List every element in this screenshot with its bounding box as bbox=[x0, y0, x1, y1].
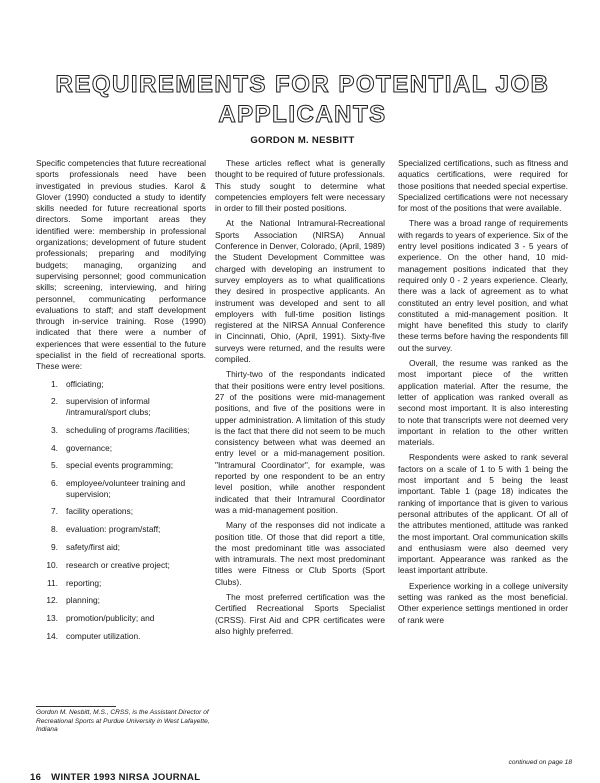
list-text: special events programming; bbox=[66, 460, 174, 471]
list-text: employee/volunteer training and supervision; bbox=[66, 478, 186, 499]
list-text: evaluation: program/staff; bbox=[66, 524, 161, 535]
list-text: reporting; bbox=[66, 577, 102, 588]
list-text: officiating; bbox=[66, 378, 104, 389]
list-text: supervision of informal /intramural/sport clubs; bbox=[66, 396, 151, 417]
article-title: REQUIREMENTS FOR POTENTIAL JOB APPLICANTS bbox=[55, 71, 550, 128]
list-number: 6. bbox=[51, 478, 58, 489]
list-number: 12. bbox=[46, 595, 58, 606]
list-item bbox=[36, 631, 206, 642]
list-text: computer utilization. bbox=[66, 631, 141, 641]
list-text: scheduling of programs /facilities; bbox=[66, 424, 190, 435]
list-number: 7. bbox=[51, 506, 58, 517]
list-number: 1. bbox=[51, 378, 58, 389]
list-item bbox=[36, 478, 206, 499]
body-paragraph: Many of the responses did not indicate a position title. Of those that did report a title, the most predominant title was associated with intramurals. The next most predominant titles were Fitness or Club Sports (Sport Clubs). bbox=[215, 520, 385, 587]
body-paragraph: Respondents were asked to rank several factors on a scale of 1 to 5 with 1 being the most important and 5 being the least important. Table 1 (page 18) indicates the ranking of importance that is given to various personal attributes of the applicant. Of all of the attributes mentioned, attitude was ranked the most important. Oral communication skills and enthusiasm were also deemed very important. Appearance was ranked as the least important attribute. bbox=[398, 452, 568, 576]
skills-list bbox=[36, 379, 206, 642]
list-number: 13. bbox=[46, 613, 58, 624]
journal-name: WINTER 1993 NIRSA JOURNAL bbox=[51, 772, 201, 783]
intro-paragraph: Specific competencies that future recreational sports professionals need have been investigated in previous studies. Karol & Glover (1990) conducted a study to identify skills needed for future recreational sports directors. Some important areas they identified were: membership in professional organizations; development of future student professionals; preparing and modifying budgets; managing, organizing and supervising personnel; good communication skills; screening, interviewing, and hiring personnel, communicating performance evaluations to staff; and staff development through in-service training. Rose (1990) indicated that there were a number of experiences that were essential to the future specialist in the field of recreational sports. These were: bbox=[36, 158, 206, 372]
author-footnote: Gordon M. Nesbitt, M.S., CRSS, is the Assistant Director of Recreational Sports at Purdue University in West Lafayette, Indiana bbox=[36, 709, 210, 733]
list-number: 9. bbox=[51, 542, 58, 553]
list-number: 3. bbox=[51, 424, 58, 435]
list-number: 11. bbox=[46, 577, 58, 588]
list-item bbox=[36, 560, 206, 571]
list-item bbox=[36, 524, 206, 535]
list-item bbox=[36, 613, 206, 624]
list-item bbox=[36, 425, 206, 436]
list-text: governance; bbox=[66, 442, 113, 453]
list-item bbox=[36, 506, 206, 517]
continued-note: continued on page 18 bbox=[508, 759, 572, 766]
body-paragraph: These articles reflect what is generally thought to be required of future professionals. This study sought to determine what competencies employers felt were necessary in order to fill their posted positions. bbox=[215, 158, 385, 214]
text-column-1 bbox=[36, 158, 206, 649]
list-number: 2. bbox=[51, 396, 58, 407]
list-item bbox=[36, 460, 206, 471]
list-item bbox=[36, 578, 206, 589]
body-paragraph: At the National Intramural-Recreational Sports Association (NIRSA) Annual Conference in Denver, Colorado, (April, 1989) the Student Development Committee was charged with developing an instrument to survey employers as to what qualifications they desired in prospective applicants. An instrument was developed and sent to all employers with full-time position listings registered at the NIRSA Annual Conference in Cincinnati, Ohio, (April, 1991). Sixty-five surveys were returned, and the results were compiled. bbox=[215, 218, 385, 365]
text-column-3 bbox=[398, 158, 568, 630]
list-text: promotion/publicity; and bbox=[66, 613, 155, 624]
page-footer bbox=[30, 773, 200, 783]
list-text: planning; bbox=[66, 595, 100, 606]
list-item bbox=[36, 379, 206, 390]
list-text: facility operations; bbox=[66, 506, 134, 517]
text-column-2 bbox=[215, 158, 385, 641]
body-paragraph: Experience working in a college university setting was ranked as the most beneficial. Other experience settings mentioned in order of rank were bbox=[398, 580, 568, 625]
list-item bbox=[36, 542, 206, 553]
list-number: 14. bbox=[46, 631, 58, 641]
list-number: 10. bbox=[46, 559, 58, 570]
footnote-divider bbox=[36, 706, 116, 707]
body-paragraph: Overall, the resume was ranked as the most important piece of the written application material. After the resume, the letter of application was ranked overall as second most important. It is also interesting to note that transcripts were not deemed very important in relation to the other written materials. bbox=[398, 358, 568, 448]
body-paragraph: Thirty-two of the respondants indicated that their positions were entry level positions. 27 of the positions were mid-management positions, and five of the positions were in upper administration. A limitation of this study is the fact that there did not seem to be much consistency between what was deemed an entry level or a mid-management position. "Intramural Coordinator", for example, was reported by one respondent to be an entry level position, while another respondent indicated that their Intramural Coordinator was a mid-management position. bbox=[215, 369, 385, 515]
body-paragraph: Specialized certifications, such as fitness and aquatics certifications, were required for those positions that needed special expertise. Specialized certifications were not necessary for most of the positions that were available. bbox=[398, 158, 568, 214]
list-number: 8. bbox=[51, 524, 58, 535]
page-number: 16 bbox=[30, 772, 42, 783]
body-paragraph: There was a broad range of requirements with regards to years of experience. Six of the entry level positions indicated 3 - 5 years of experience. On the other hand, 10 mid-management positions indicated that they required only 0 - 2 years experience. Clearly, there was a lack of agreement as to what constituted an entry level position, and what constituted a mid-management position. It might have benefited this study to clarify these terms before having the respondents fill out the survey. bbox=[398, 218, 568, 353]
list-item bbox=[36, 595, 206, 606]
list-number: 5. bbox=[51, 460, 58, 471]
list-item bbox=[36, 396, 206, 417]
list-number: 4. bbox=[51, 442, 58, 453]
list-text: research or creative project; bbox=[66, 559, 170, 570]
article-author: GORDON M. NESBITT bbox=[250, 135, 355, 146]
list-item bbox=[36, 443, 206, 454]
body-paragraph: The most preferred certification was the Certified Recreational Sports Specialist (CRSS). First Aid and CPR certificates were also highly preferred. bbox=[215, 591, 385, 636]
list-text: safety/first aid; bbox=[66, 542, 120, 553]
